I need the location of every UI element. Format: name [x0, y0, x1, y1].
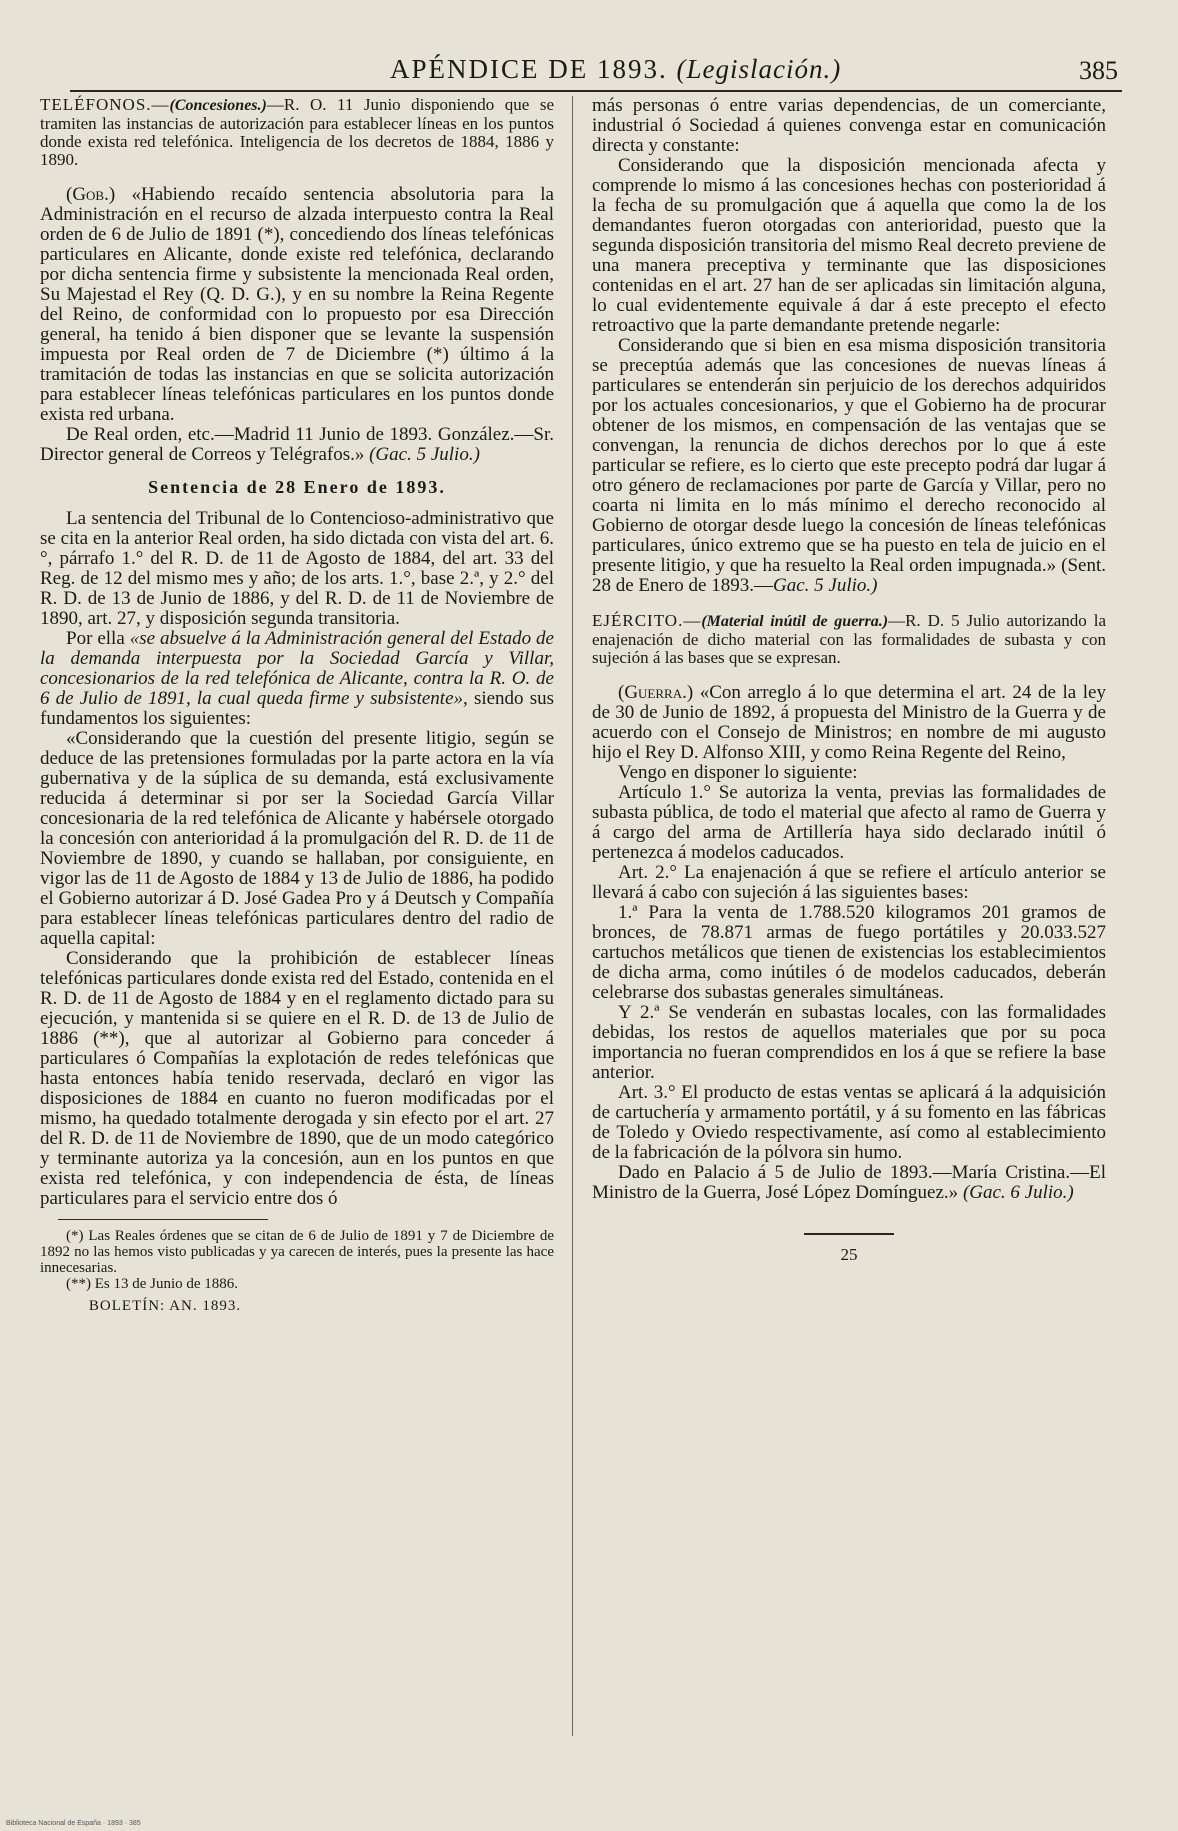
por-ella: Por ella: [66, 628, 130, 649]
spacer: [592, 667, 1106, 683]
articulo-1: Artículo 1.° Se autoriza la venta, previas las formalidades de subasta pública, de todo el material que afecto al ramo de Guerra y á cargo del arma de Artillería haya sido declarado inútil ó pertenezca á modelos caducados.: [592, 782, 1106, 863]
telefonos-title: TELÉFONOS.—: [40, 95, 170, 114]
vengo-line: Vengo en disponer lo siguiente:: [618, 762, 858, 783]
gaceta-ref-1: (Gac. 5 Julio.): [369, 444, 480, 465]
ejercito-title: EJÉRCITO.—: [592, 611, 702, 630]
footnote-rule: [58, 1219, 268, 1220]
header-rule: [70, 90, 1122, 92]
footnotes: [40, 1228, 554, 1292]
spacer: [40, 169, 554, 185]
guerra-paragraph: [592, 683, 1106, 763]
gob-tag: (Gob.): [66, 184, 116, 205]
footnote-1: (*) Las Reales órdenes que se citan de 6 de Julio de 1891 y 7 de Diciembre de 1892 no las hemos visto publicadas y ya carecen de interés, pues la presente las hace innecesarias.: [40, 1228, 554, 1276]
base-1: 1.ª Para la venta de 1.788.520 kilogramos 201 gramos de bronces, de 78.871 armas de fuego portátiles y 20.033.527 cartuchos metálicos que tienen de existencias los establecimientos de dicha arma, como inútiles ó de modelos caducados, deberán celebrarse dos subastas generales simultáneas.: [592, 902, 1106, 1003]
base-2: Y 2.ª Se venderán en subastas locales, con las formalidades debidas, los restos de aquellos materiales que por su poca importancia no fueran comprendidos en los á que se refiere la base anterior.: [592, 1002, 1106, 1083]
gaceta-ref-3: (Gac. 6 Julio.): [962, 1182, 1074, 1203]
gob-paragraph: [40, 185, 554, 425]
considerando-3: Considerando que la disposición mencionada afecta y comprende lo mismo á las concesiones hechas con posterioridad á la fecha de su promulgación que á aquella que como la de los demandantes fueron otorgadas con anterioridad, puesto que la segunda disposición transitoria del mismo Real decreto previene de una manera preceptiva y terminante que las disposiciones contenidas en el art. 27 han de ser aplicadas sin limitación alguna, lo cual evidentemente equivale á dar á este precepto el efecto retroactivo que la parte demandante pretende negarle:: [592, 155, 1106, 336]
sentencia-heading: Sentencia de 28 Enero de 1893.: [148, 477, 446, 497]
boletin-signature: BOLETÍN: AN. 1893.: [88, 1298, 242, 1314]
ejercito-subtitle: (Material inútil de guerra.): [701, 613, 889, 630]
telefonos-lead: —R. O. 11 Junio disponiendo que se tramiten las instancias de autorización para establecer líneas en los puntos donde exista red telefónica. Inteligencia de los decretos de 1884, 1886 y 1890.: [40, 95, 554, 169]
articulo-3: Art. 3.° El producto de estas ventas se aplicará á la adquisición de cartuchería y armamento portátil, y á su fomento en las fábricas de Toledo y Oviedo respectivamente, así como al establecimiento de la fabricación de la pólvora sin humo.: [592, 1082, 1106, 1163]
page-number: 385: [1079, 56, 1118, 85]
por-ella-quote: «se absuelve á la Administración general del Estado de la demanda interpuesta por la Sociedad García y Villar, concesionarios de la red telefónica de Alicante, contra la R. O. de 6 de Julio de 1891, la cual queda firme y subsistente»,: [40, 628, 554, 709]
articulo-2: Art. 2.° La enajenación á que se refiere el artículo anterior se llevará á cabo con sujeción á las siguientes bases:: [592, 862, 1106, 903]
running-header: [60, 52, 1118, 92]
considerando-1: «Considerando que la cuestión del presente litigio, según se deduce de las pretensiones formuladas por la parte actora en la vía gubernativa y de la súplica de su demanda, está exclusivamente reducida á determinar si por ser la Sociedad García Villar concesionaria de la red telefónica de Alicante y habérsele otorgado la concesión con anterioridad á la promulgación del R. D. de 11 de Noviembre de 1890, y cuando se hallaban, por consiguiente, en vigor las de 11 de Agosto de 1884 y 13 de Julio de 1886, ha podido el Gobierno autorizar á D. José Gadea Pro y á Deutsch y Compañía para establecer líneas telefónicas particulares dentro del radio de aquella capital:: [40, 728, 554, 949]
ejercito-lead: —R. D. 5 Julio autorizando la enajenación de dicho material con las formalidades de subasta y con sujeción á las bases que se expresan.: [592, 611, 1106, 667]
spacer: [592, 596, 1106, 612]
guerra-body: «Con arreglo á lo que determina el art. 24 de la ley de 30 de Junio de 1892, á propuesta del Ministro de la Guerra y de acuerdo con el Consejo de Ministros; en nombre de mi augusto hijo el Rey D. Alfonso XIII, y como Reina Regente del Reino,: [592, 682, 1106, 763]
continuation-paragraph: más personas ó entre varias dependencias, de un comerciante, industrial ó Sociedad á quienes convenga estar en comunicación directa y constante:: [592, 95, 1106, 156]
considerando-2: Considerando que la prohibición de establecer líneas telefónicas particulares donde exista red del Estado, contenida en el R. D. de 11 de Agosto de 1884 y en el reglamento dictado para su ejecución, y mantenida si se quiere en el R. D. de 13 de Julio de 1886 (**), que al autorizar al Gobierno para conceder á particulares ó Compañías la explotación de redes telefónicas que hasta entonces había tenido reservada, declaró en vigor las disposiciones de 1884 en cuanto no fueron modificadas por el mismo, ha quedado totalmente derogada y sin efecto por el art. 27 del R. D. de 11 de Noviembre de 1890, que de un modo categórico y terminante autoriza ya la concesión, aun en los puntos en que exista red telefónica, y con independencia de ésta, de líneas particulares para el servicio entre dos ó: [40, 948, 554, 1209]
running-title-text: APÉNDICE DE 1893.: [390, 54, 668, 84]
dado-text: Dado en Palacio á 5 de Julio de 1893.—María Cristina.—El Ministro de la Guerra, José López Domínguez.»: [592, 1162, 1106, 1203]
telefonos-entry: [40, 96, 554, 169]
considerando-4-text: Considerando que si bien en esa misma disposición transitoria se preceptúa además que las concesiones de nuevas líneas á particulares se entenderán sin perjuicio de los derechos adquiridos por los actuales concesionarios, y que el Gobierno ha de procurar obtener de los mismos, en compensación de las ventajas que se convengan, la renuncia de dichos derechos por lo que á este particular se refiere, es lo cierto que este precepto podrá dar lugar á otro género de reclamaciones por parte de García y Villar, pero no coarta ni limita en lo más mínimo el derecho reconocido al Gobierno de otorgar desde luego la concesión de líneas telefónicas particulares, único extremo que se ha puesto en tela de juicio en el presente litigio, y que ha resuelto la Real orden impugnada.» (Sent. 28 de Enero de 1893.—: [592, 335, 1106, 596]
telefonos-subtitle: (Concesiones.): [169, 97, 267, 114]
ejercito-entry: [592, 612, 1106, 667]
right-column: [592, 96, 1106, 1265]
de-real-text: De Real orden, etc.—Madrid 11 Junio de 1893. González.—Sr. Director general de Correos y Telégrafos.»: [40, 424, 554, 465]
gaceta-ref-2: Gac. 5 Julio.): [772, 575, 878, 596]
gob-body: «Habiendo recaído sentencia absolutoria para la Administración en el recurso de alzada interpuesto contra la Real orden de 6 de Julio de 1891 (*), concediendo dos líneas telefónicas particulares en Alicante, donde existe red telefónica, declarando por dicha sentencia firme y subsistente la mencionada Real orden, Su Majestad el Rey (Q. D. G.), y en su nombre la Reina Regente del Reino, de conformidad con lo propuesto por esa Dirección general, ha tenido á bien disponer que se levante la suspensión impuesta por Real orden de 7 de Diciembre (*) último á la tramitación de todas las instancias en que se solicita autorización para establecer líneas telefónicas particulares en los puntos donde exista red urbana.: [40, 184, 554, 425]
por-ella-end: siendo sus fundamentos los siguientes:: [40, 688, 554, 729]
dado-en-palacio: [592, 1163, 1106, 1203]
library-watermark: Biblioteca Nacional de España · 1893 · 385: [6, 1820, 141, 1827]
sentencia-paragraph: La sentencia del Tribunal de lo Contencioso-administrativo que se cita en la anterior Real orden, ha sido dictada con vista del art. 6.°, párrafo 1.° del R. D. de 11 de Agosto de 1884, del art. 33 del Reg. de 12 del mismo mes y año; de los arts. 1.°, base 2.ª, y 2.° del R. D. de 13 de Junio de 1886, y del R. D. de 11 de Noviembre de 1890, art. 27, y disposición segunda transitoria.: [40, 508, 554, 629]
running-title: [390, 54, 841, 85]
running-subtitle: (Legislación.): [676, 54, 842, 84]
left-column: [40, 96, 554, 1316]
de-real-orden: [40, 425, 554, 465]
footnote-2: (**) Es 13 de Junio de 1886.: [66, 1276, 239, 1292]
guerra-tag: (Guerra.): [618, 682, 694, 703]
por-ella-paragraph: [40, 629, 554, 729]
column-divider: [572, 96, 573, 1736]
sheet-number: 25: [840, 1245, 858, 1264]
end-rule: [804, 1233, 894, 1235]
considerando-4: [592, 336, 1106, 596]
